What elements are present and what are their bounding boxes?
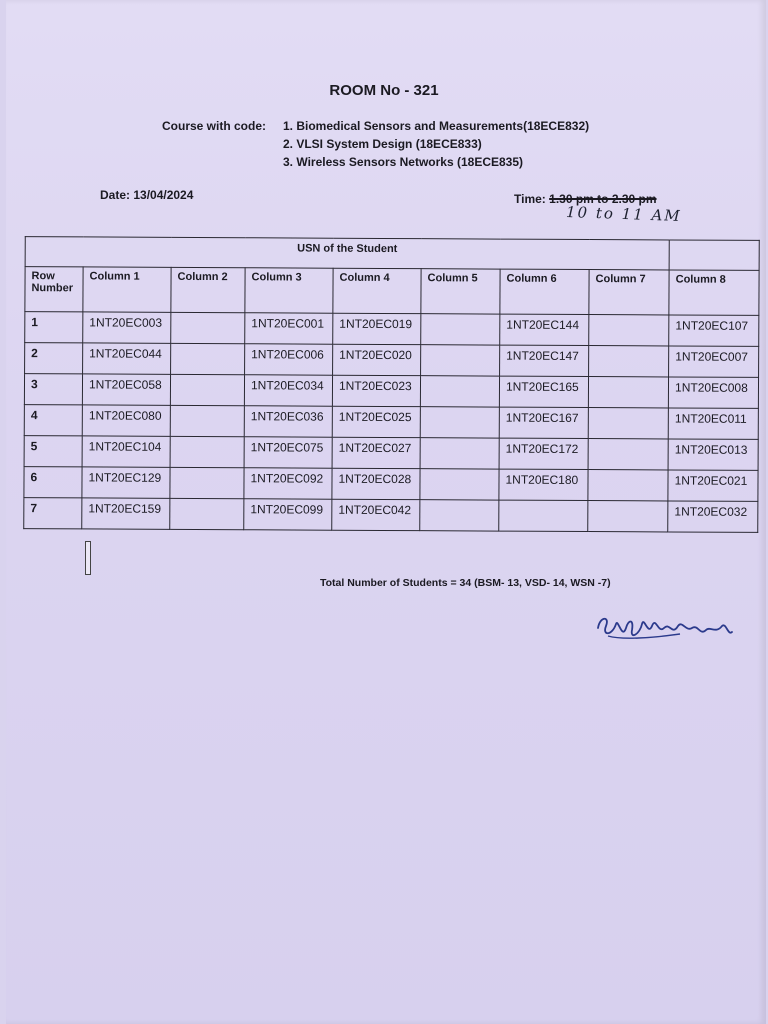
usn-cell: 1NT20EC099: [244, 499, 332, 530]
usn-cell: [420, 407, 499, 438]
usn-cell: 1NT20EC129: [82, 467, 170, 498]
usn-cell: 1NT20EC159: [82, 498, 170, 529]
usn-cell: 1NT20EC007: [669, 346, 759, 377]
table-row: [24, 436, 758, 471]
col-header-6: Column 6: [500, 269, 589, 314]
exam-date: Date: 13/04/2024: [100, 188, 194, 202]
row-number-cell: 1: [25, 312, 83, 343]
table-row: [24, 405, 758, 440]
col-header-1: Column 1: [83, 267, 171, 312]
table-row: [24, 498, 758, 533]
usn-cell: 1NT20EC020: [333, 344, 421, 375]
usn-cell: [420, 438, 499, 469]
usn-cell: 1NT20EC080: [82, 405, 170, 436]
usn-cell: 1NT20EC006: [245, 344, 333, 375]
usn-cell: 1NT20EC001: [245, 313, 333, 344]
course-label: Course with code:: [162, 119, 267, 133]
usn-cell: 1NT20EC013: [668, 439, 758, 470]
usn-cell: [499, 500, 588, 531]
usn-cell: [170, 405, 244, 436]
usn-cell: [588, 377, 668, 408]
usn-cell: 1NT20EC075: [244, 437, 332, 468]
usn-cell: 1NT20EC165: [499, 376, 588, 407]
usn-caption: USN of the Student: [25, 237, 669, 270]
usn-cell: 1NT20EC167: [499, 407, 588, 438]
usn-cell: 1NT20EC036: [244, 406, 332, 437]
usn-cell: [421, 314, 500, 345]
usn-cell: 1NT20EC027: [332, 437, 420, 468]
usn-cell: [420, 469, 499, 500]
row-number-cell: 5: [24, 436, 82, 467]
col-header-5: Column 5: [421, 269, 500, 314]
usn-cell: [170, 374, 244, 405]
handwritten-time: 10 to 11 AM: [565, 202, 683, 226]
usn-cell: 1NT20EC147: [500, 345, 589, 376]
row-number-cell: 6: [24, 467, 82, 498]
usn-table: [23, 236, 760, 533]
usn-cell: 1NT20EC042: [332, 499, 420, 530]
usn-cell: 1NT20EC003: [83, 312, 171, 343]
usn-cell: [588, 439, 668, 470]
total-students: Total Number of Students = 34 (BSM- 13, VSD- 14, WSN -7): [320, 577, 611, 589]
usn-cell: [170, 467, 244, 498]
usn-cell: 1NT20EC092: [244, 468, 332, 499]
course-1: 1. Biomedical Sensors and Measurements(18ECE832): [283, 119, 590, 133]
usn-cell: [588, 470, 668, 501]
table-row: [24, 467, 758, 502]
usn-cell: 1NT20EC058: [82, 374, 170, 405]
usn-cell: 1NT20EC008: [668, 377, 758, 408]
usn-cell: 1NT20EC107: [669, 315, 759, 346]
usn-cell: 1NT20EC172: [499, 438, 588, 469]
usn-cell: [170, 498, 244, 529]
usn-cell: 1NT20EC021: [668, 470, 758, 501]
usn-cell: 1NT20EC044: [83, 343, 171, 374]
usn-cell: 1NT20EC144: [500, 314, 589, 345]
col-header-4: Column 4: [333, 268, 421, 313]
text-cursor-mark: [85, 541, 91, 575]
row-number-cell: 7: [24, 498, 82, 529]
usn-cell: [588, 501, 668, 532]
col-header-2: Column 2: [171, 267, 245, 312]
row-number-cell: 3: [24, 374, 82, 405]
table-row: [24, 374, 758, 409]
usn-cell: [421, 345, 500, 376]
usn-cell: 1NT20EC028: [332, 468, 420, 499]
usn-cell: [420, 376, 499, 407]
usn-cell: 1NT20EC011: [668, 408, 758, 439]
time-label: Time:: [514, 192, 546, 206]
table-row: [25, 312, 759, 347]
col-header-7: Column 7: [589, 270, 669, 315]
course-3: 3. Wireless Sensors Networks (18ECE835): [283, 155, 524, 169]
usn-cell: 1NT20EC034: [244, 375, 332, 406]
usn-cell: [171, 312, 245, 343]
usn-cell: [588, 408, 668, 439]
row-number-cell: 2: [25, 343, 83, 374]
row-number-cell: 4: [24, 405, 82, 436]
usn-cell: 1NT20EC019: [333, 313, 421, 344]
usn-cell: 1NT20EC104: [82, 436, 170, 467]
col-header-row-number: Row Number: [25, 267, 83, 312]
signature: [592, 606, 742, 659]
course-2: 2. VLSI System Design (18ECE833): [283, 137, 482, 151]
usn-cell: 1NT20EC025: [332, 406, 420, 437]
usn-cell: [589, 346, 669, 377]
usn-cell: 1NT20EC023: [332, 375, 420, 406]
usn-cell: [420, 500, 499, 531]
usn-cell: 1NT20EC180: [499, 469, 588, 500]
caption-spacer: [669, 240, 759, 270]
col-header-3: Column 3: [245, 268, 333, 313]
usn-cell: [170, 436, 244, 467]
usn-cell: [171, 343, 245, 374]
room-title: ROOM No - 321: [329, 82, 439, 99]
time-struck-out: 1.30 pm to 2.30 pm: [549, 192, 657, 206]
usn-cell: 1NT20EC032: [668, 501, 758, 532]
table-row: [25, 343, 759, 378]
usn-cell: [589, 315, 669, 346]
col-header-8: Column 8: [669, 270, 759, 315]
